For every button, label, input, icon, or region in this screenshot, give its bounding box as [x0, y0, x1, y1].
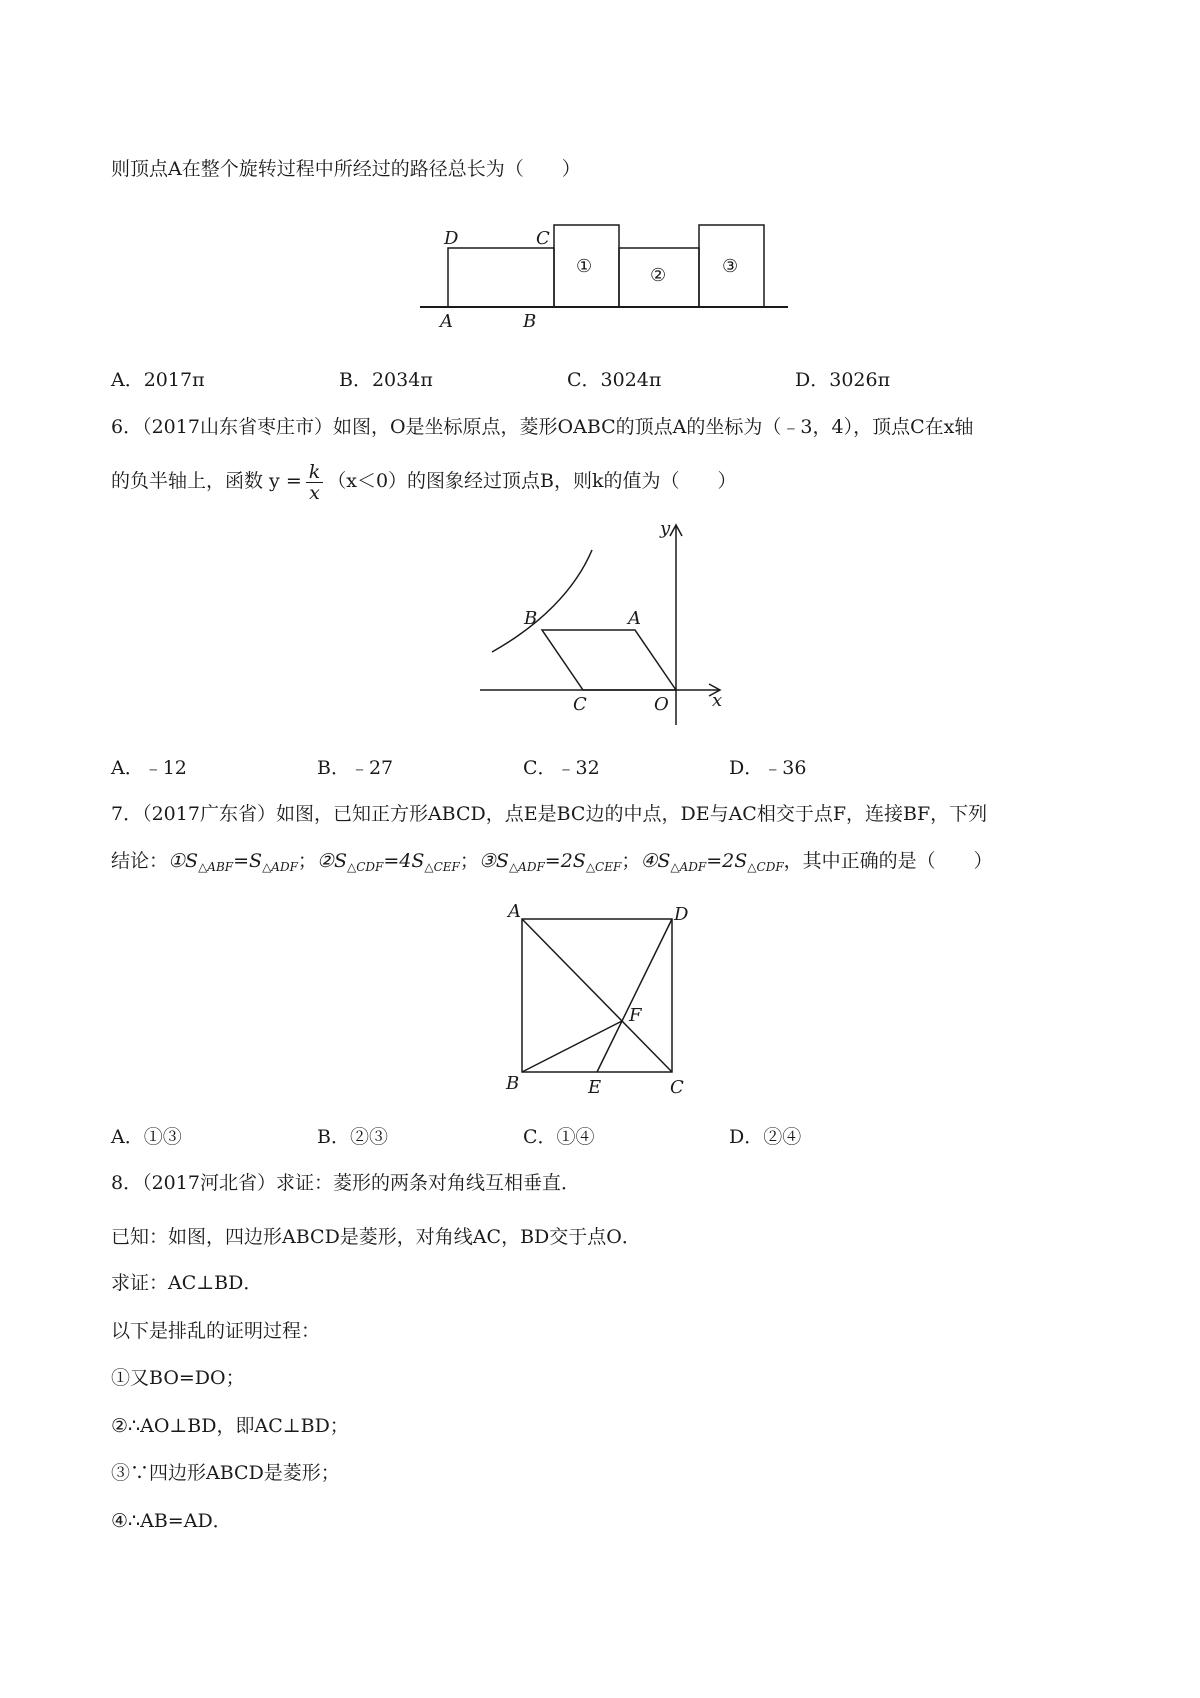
rectangle-abcd	[448, 248, 554, 307]
q5-options	[111, 367, 1011, 393]
q6-frac-den: x	[309, 481, 320, 504]
q5-option-a: A．2017π	[111, 369, 205, 391]
q6-fraction	[306, 462, 324, 503]
q7-c3a-sub: △ADF	[508, 860, 545, 874]
label-d: D	[674, 904, 689, 925]
q7-c3b: =2S	[544, 850, 586, 872]
q6-line-2-before: 的负半轴上，函数 y =	[111, 470, 302, 492]
q7-c2a-sub: △CDF	[346, 860, 384, 874]
q6-frac-num: k	[306, 462, 324, 483]
q7-conclusions-suffix: ，其中正确的是（ ）	[783, 850, 993, 872]
q6-option-d: D．﹣36	[729, 757, 807, 779]
q8-line-8: ④∴AB=AD．	[111, 1510, 232, 1532]
q7-c1a: ①S	[168, 850, 199, 872]
q7-option-b: B．②③	[317, 1126, 388, 1148]
q6-line-2	[111, 460, 737, 503]
q7-sep1: ；	[297, 850, 317, 872]
q7-c2a: ②S	[316, 850, 347, 872]
q7-line-1: 7．（2017广东省）如图，已知正方形ABCD，点E是BC边的中点，DE与AC相交于点F，连接BF，下列	[111, 803, 988, 825]
q8-line-4: 以下是排乱的证明过程：	[111, 1320, 321, 1342]
label-d: D	[444, 228, 459, 249]
label-a: A	[508, 901, 521, 922]
q6-options	[111, 755, 1011, 781]
q7-sep3: ；	[621, 850, 641, 872]
q7-option-c: C．①④	[523, 1126, 595, 1148]
q8-line-7: ③∵四边形ABCD是菱形；	[111, 1462, 340, 1484]
q6-line-1: 6．（2017山东省枣庄市）如图，O是坐标原点，菱形OABC的顶点A的坐标为（﹣3，4），顶点C在x轴	[111, 416, 974, 438]
label-b: B	[506, 1073, 520, 1094]
q7-line-2	[111, 848, 993, 880]
label-e: E	[588, 1077, 602, 1098]
q8-line-1: 8．（2017河北省）求证：菱形的两条对角线互相垂直．	[111, 1172, 580, 1194]
q7-c1b: =S	[233, 850, 263, 872]
q7-conclusions-prefix: 结论：	[111, 850, 169, 872]
q5-option-d: D．3026π	[795, 369, 891, 391]
q8-line-6: ②∴AO⊥BD，即AC⊥BD；	[111, 1415, 349, 1437]
q7-c4a: ④S	[640, 850, 671, 872]
label-circle-1: ①	[576, 256, 593, 277]
label-f: F	[629, 1005, 642, 1026]
q5-option-b: B．2034π	[339, 369, 433, 391]
q6-option-a: A．﹣12	[111, 757, 187, 779]
label-b: B	[524, 608, 538, 629]
q7-c1b-sub: △ADF	[262, 860, 298, 874]
q5-figure	[420, 215, 800, 335]
q6-option-c: C．﹣32	[523, 757, 600, 779]
q8-line-5: ①又BO=DO；	[111, 1367, 245, 1389]
q7-c1a-sub: △ABF	[198, 860, 234, 874]
label-y: y	[660, 518, 671, 539]
q7-c2b-sub: △CEF	[424, 860, 460, 874]
q5-option-c: C．3024π	[567, 369, 662, 391]
q7-c2b: =4S	[383, 850, 425, 872]
label-a: A	[628, 608, 641, 629]
q5-stem: 则顶点A在整个旋转过程中所经过的路径总长为（ ）	[111, 158, 581, 180]
q7-c4b-sub: △CDF	[747, 860, 784, 874]
label-c: C	[573, 694, 587, 715]
q6-option-b: B．﹣27	[317, 757, 394, 779]
q8-line-2: 已知：如图，四边形ABCD是菱形，对角线AC，BD交于点O．	[111, 1226, 641, 1248]
q7-option-a: A．①③	[111, 1126, 182, 1148]
diagonal-ac	[522, 919, 672, 1072]
q7-sep2: ；	[459, 850, 479, 872]
label-c: C	[536, 228, 550, 249]
q7-options	[111, 1124, 1011, 1150]
label-o: O	[654, 694, 669, 715]
label-b: B	[523, 311, 537, 332]
label-circle-3: ③	[722, 256, 739, 277]
rhombus-oabc	[542, 630, 676, 690]
q7-figure	[500, 901, 710, 1100]
q7-c4b: =2S	[706, 850, 748, 872]
q7-c3b-sub: △CEF	[585, 860, 622, 874]
q7-c4a-sub: △ADF	[670, 860, 707, 874]
hyperbola-curve	[492, 550, 592, 652]
label-x: x	[712, 690, 723, 711]
segment-de	[597, 919, 672, 1072]
q6-figure	[480, 520, 740, 730]
q6-line-2-after: （x＜0）的图象经过顶点B，则k的值为（ ）	[327, 470, 737, 492]
q8-line-3: 求证：AC⊥BD．	[111, 1272, 263, 1294]
label-c: C	[670, 1077, 684, 1098]
q7-c3a: ③S	[478, 850, 509, 872]
segment-bf	[522, 1021, 622, 1072]
label-a: A	[440, 311, 453, 332]
label-circle-2: ②	[650, 265, 667, 286]
q7-option-d: D．②④	[729, 1126, 802, 1148]
